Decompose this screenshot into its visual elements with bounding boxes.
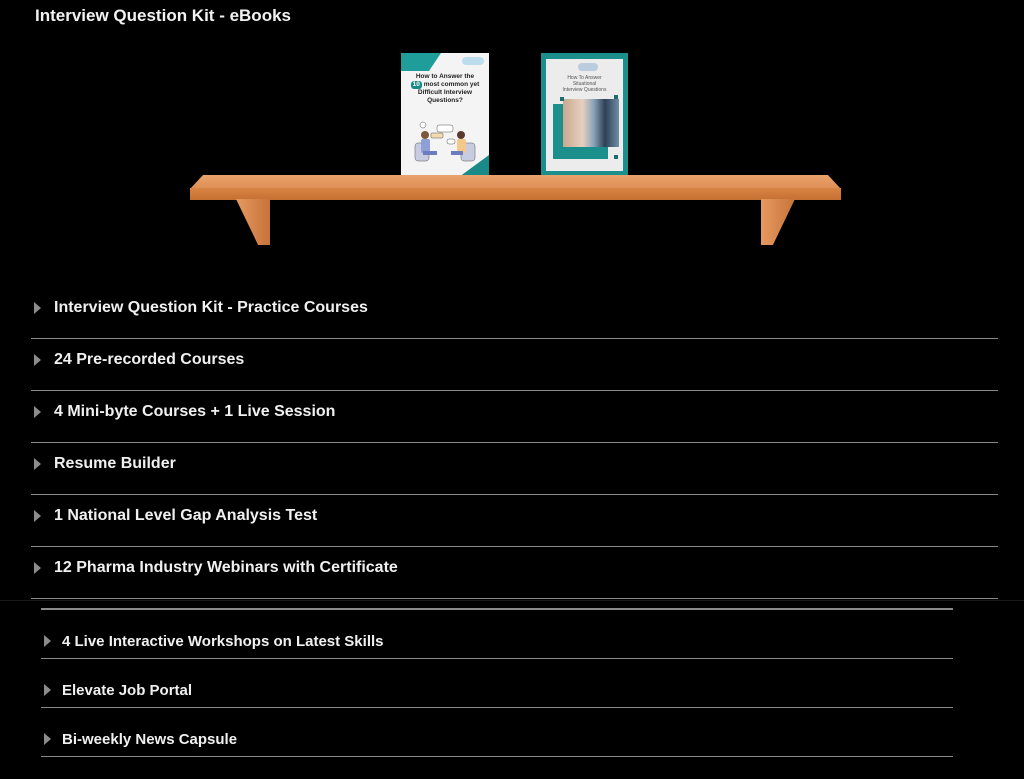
accordion-item-gap-analysis-test[interactable] [31, 494, 998, 547]
caret-right-icon [44, 635, 51, 647]
brand-logo [462, 57, 484, 65]
accordion-item-news-capsule[interactable] [41, 707, 953, 757]
accordion-item-pharma-webinars[interactable] [31, 546, 998, 599]
caret-right-icon [44, 684, 51, 696]
brand-logo [578, 63, 598, 71]
accordion-item-label: 12 Pharma Industry Webinars with Certificate [54, 559, 398, 576]
accordion-item-label: 4 Mini-byte Courses + 1 Live Session [54, 403, 336, 420]
accordion-item-label: 4 Live Interactive Workshops on Latest Skills [62, 633, 384, 650]
caret-right-icon [34, 302, 41, 314]
accordion-item-resume-builder[interactable] [31, 442, 998, 495]
accordion-item-mini-byte-courses[interactable] [31, 390, 998, 443]
accordion-item-label: 1 National Level Gap Analysis Test [54, 507, 318, 524]
shelf-top [190, 175, 841, 189]
shelf-front [190, 188, 841, 200]
caret-right-icon [34, 458, 41, 470]
cover-decoration [614, 95, 618, 99]
caret-right-icon [34, 354, 41, 366]
accordion-item-label: 24 Pre-recorded Courses [54, 351, 245, 368]
accordion-item-prerecorded-courses[interactable] [31, 338, 998, 391]
caret-right-icon [34, 562, 41, 574]
shelf-bracket-right [761, 199, 795, 245]
accordion-item-label: Elevate Job Portal [62, 682, 193, 699]
ebook-cover-10-difficult-questions[interactable] [401, 53, 489, 177]
cover-decoration [401, 53, 441, 71]
caret-right-icon [44, 733, 51, 745]
bookshelf [190, 175, 841, 199]
ebook-title: How to Answer the 10 most common yet Difficult Interview Questions? [412, 73, 480, 104]
caret-right-icon [34, 510, 41, 522]
section-title: Interview Question Kit - eBooks [35, 6, 291, 25]
interview-illustration-icon [411, 121, 479, 169]
accordion-item-live-workshops[interactable] [41, 609, 953, 659]
divider [0, 600, 1024, 601]
ebook-title: How To Answer Situational Interview Questions [562, 75, 607, 93]
cover-inner [546, 59, 623, 171]
accordion-item-job-portal[interactable] [41, 658, 953, 708]
ebook-cover-situational-questions[interactable] [541, 53, 628, 177]
shelf-bracket-left [236, 199, 270, 245]
cover-decoration [614, 155, 618, 159]
accordion-item-practice-courses[interactable] [31, 286, 998, 339]
accordion-item-label: Resume Builder [54, 455, 176, 472]
interview-photo [563, 99, 619, 147]
cover-decoration [560, 97, 564, 101]
accordion-item-label: Bi-weekly News Capsule [62, 731, 238, 748]
accordion-item-label: Interview Question Kit - Practice Courses [54, 299, 368, 316]
caret-right-icon [34, 406, 41, 418]
